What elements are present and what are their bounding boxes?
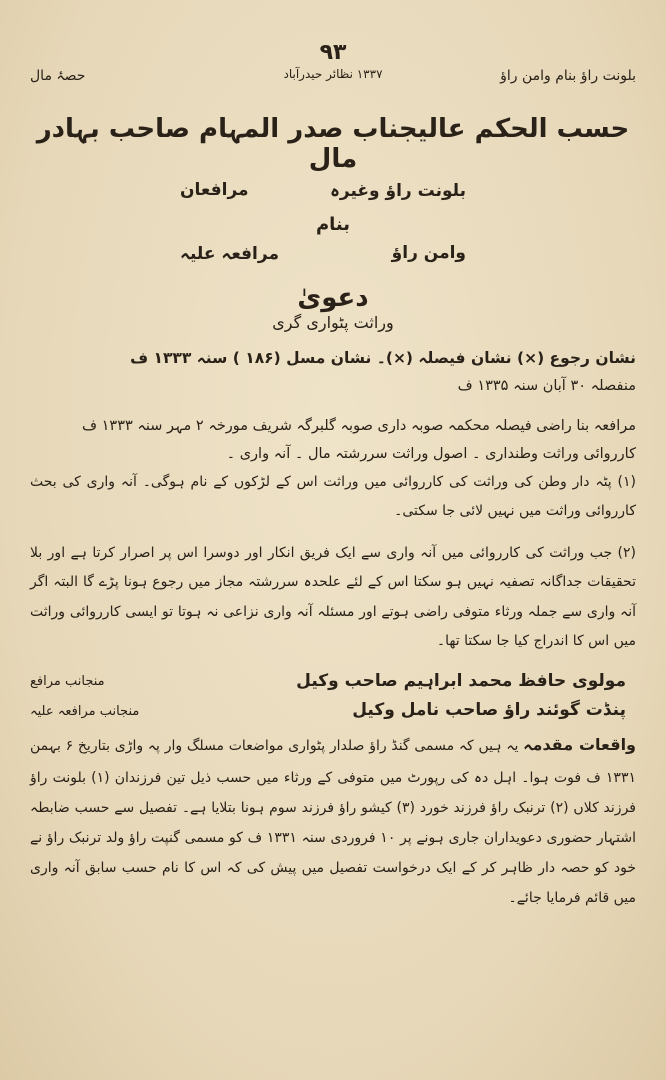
appellants-row [30, 180, 636, 206]
counsel-role-1: منجانب مرافع [30, 674, 105, 690]
page-number: ۹۳ [319, 40, 347, 65]
versus-label: بنام [315, 214, 351, 235]
counsel-name-2: پنڈت گوئند راؤ صاحب نامل وکیل [352, 700, 626, 721]
case-type: دعویٰ [297, 283, 369, 313]
facts-lead: واقعات مقدمہ [523, 735, 636, 755]
running-title: بلونت راؤ بنام وامن راؤ [500, 68, 636, 84]
headnote-point-2: (۲) جب وراثت کی کارروائی میں آنہ واری سے ایک فریق انکار اور دوسرا اس پر اصرار کرتا ہے اور بلا تحقیقات جداگانہ تصفیہ نہیں ہو سکتا اس کے لئے علحدہ سررشتہ مجاز میں رجوع ہونا پڑے گا البتہ اگر آنہ واری سے جملہ ورثاء متوفی راضی ہوتے اور مسئلہ آنہ واری نزاعی نہ ہوتا تو ایسی کارروائی وراثت میں اس کا اندراج کیا جا سکتا تھا۔ [30, 544, 636, 650]
page-header [30, 40, 636, 90]
volume-label: ۱۳۳۷ نظائر حیدرآباد [283, 67, 383, 81]
respondent-role: مرافعہ علیہ [180, 244, 279, 264]
appellants-role: مرافعان [180, 180, 249, 200]
page-number-block [30, 40, 636, 81]
document-title: حسب الحکم عالیجناب صدر المہام صاحب بہادر مال [36, 114, 630, 174]
counsel-role-2: منجانب مرافعہ علیہ [30, 704, 140, 720]
case-subtitle: وراثت پٹواری گری [272, 313, 394, 332]
respondent-row [30, 243, 636, 269]
case-numbers: نشان رجوع (×) نشان فیصلہ (×)۔ نشان مسل (۱۸۶ ) سنہ ۱۳۳۳ ف [130, 349, 636, 367]
facts-paragraph [30, 728, 636, 913]
counsel-name-1: مولوی حافظ محمد ابراہیم صاحب وکیل [296, 671, 626, 692]
section-label: حصۂ مال [30, 68, 86, 84]
document-body [30, 110, 636, 1060]
decision-date: منفصلہ ۳۰ آبان سنہ ۱۳۳۵ ف [457, 378, 636, 395]
topic-line: کارروائی وراثت وطنداری ۔ اصول وراثت سررشتہ مال ۔ آنہ واری ۔ [226, 445, 636, 462]
appellants-name: بلونت راؤ وغیرہ [329, 181, 466, 201]
facts-text: یہ ہیں کہ مسمی گنڈ راؤ صلدار پٹواری مواضعات مسلگ وار پہ واڑی بتاریخ ۶ بہمن ۱۳۳۱ ف فوت ہوا۔ اہل دہ کی رپورٹ میں متوفی کے ورثاء میں حسب ذیل تین فرزندان (۱) بلونت راؤ فرزند کلاں (۲) ترنبک راؤ فرزند خورد (۳) کیشو راؤ فرزند سوم ہونا بتلایا ہے۔ تفصیل سے حسب ضابطہ اشتہار حضوری دعویداران جاری ہونے پر ۱۰ فروردی سنہ ۱۳۳۱ ف کو مسمی گنپت راؤ ولد ترنبک راؤ نے خود کو حصہ دار ظاہر کر کے ایک درخواست تفصیل میں پیش کی کہ اس کا نام حسب سابق آنہ واری میں قائم فرمایا جائے۔ [30, 738, 637, 907]
counsel-row-2 [30, 698, 636, 728]
appeal-line: مرافعہ بنا راضی فیصلہ محکمہ صوبہ داری صوبہ گلبرگہ شریف مورخہ ۲ مہر سنہ ۱۳۳۳ ف [82, 417, 636, 434]
headnote-point-1: (۱) پٹہ دار وطن کی وراثت کی کارروائی میں وراثت اس کے لڑکوں کے نام ہوگی۔ آنہ واری کی بحث کارروائی وراثت میں نہیں لائی جا سکتی۔ [30, 474, 636, 520]
counsel-row-1 [30, 668, 636, 698]
respondent-name: وامن راؤ [391, 243, 466, 263]
